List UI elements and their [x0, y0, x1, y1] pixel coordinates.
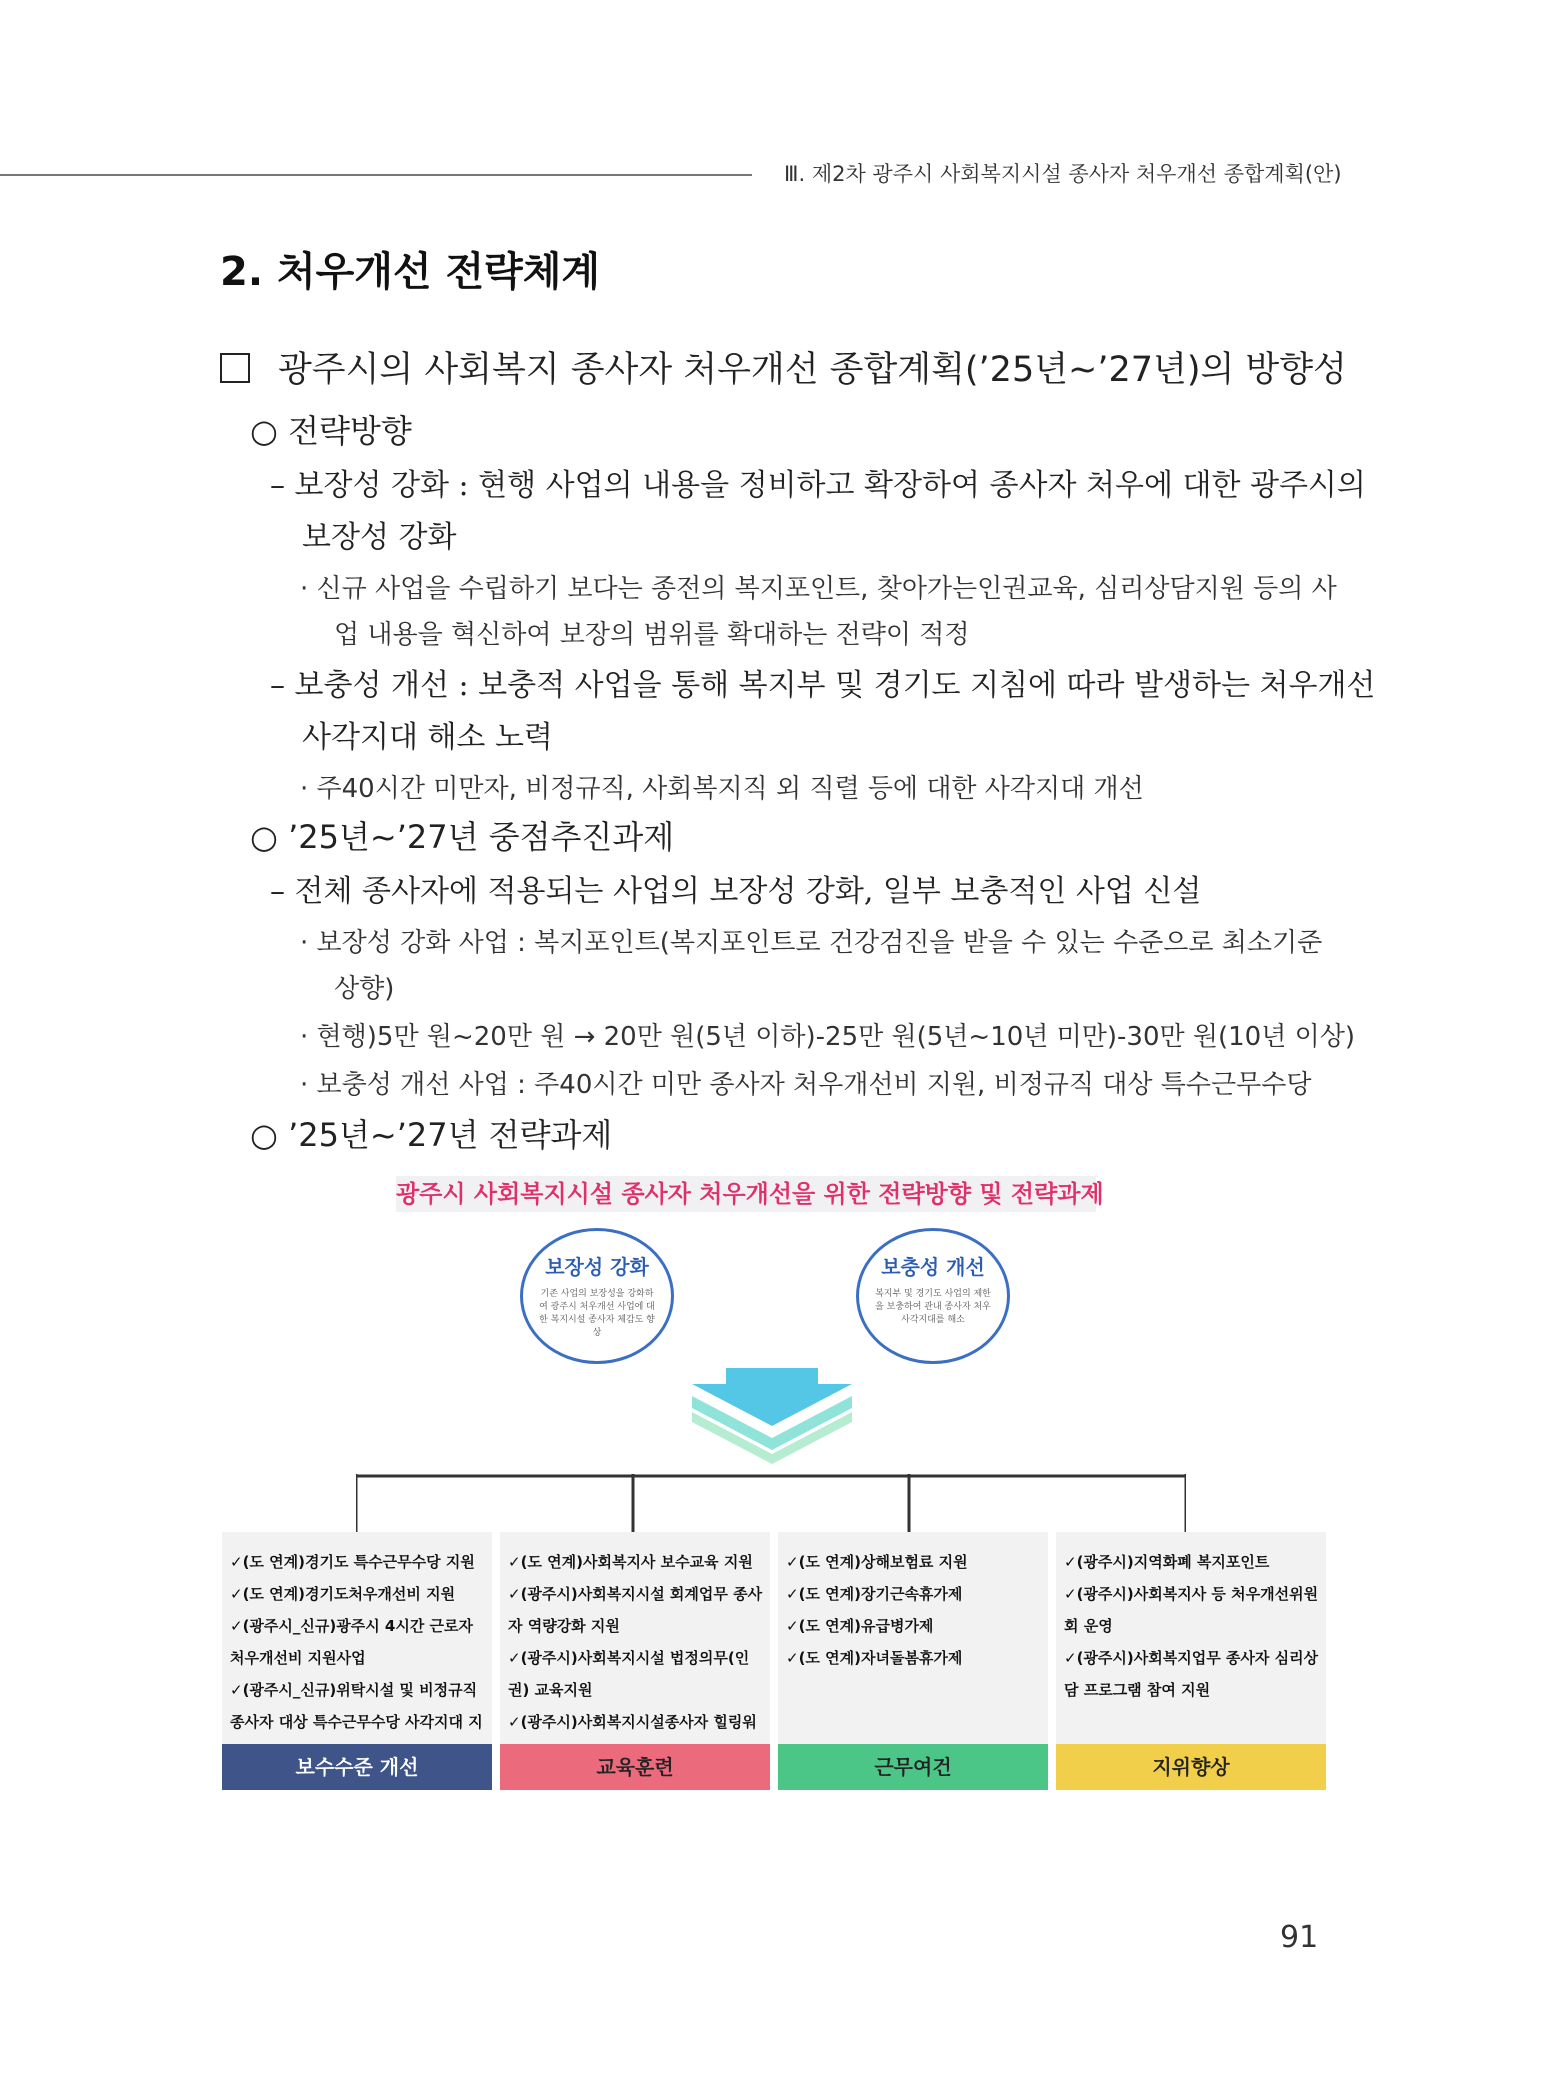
list-item: ✓(광주시_신규)위탁시설 및 비정규직 종사자 대상 특수근무수당 사각지대 지 — [230, 1681, 483, 1731]
dash-item-cont: 보장성 강화 — [302, 520, 457, 555]
circle-supplement — [856, 1228, 1010, 1364]
figure-title: 광주시 사회복지시설 종사자 처우개선을 위한 전략방향 및 전략과제 — [396, 1176, 1096, 1212]
dot-item-cont: 상향) — [334, 974, 395, 1004]
heading-strategic-tasks: ○ ’25년~’27년 전략과제 — [250, 1116, 613, 1154]
dot-item: · 현행)5만 원~20만 원 → 20만 원(5년 이하)-25만 원(5년~10년 미만)-30만 원(10년 이상) — [300, 1022, 1355, 1052]
circle-coverage — [520, 1228, 674, 1364]
category-items — [1064, 1546, 1324, 1706]
category-label: 교육훈련 — [500, 1744, 770, 1790]
category-items — [508, 1546, 768, 1770]
list-item: ✓(광주시)사회복지시설 회계업무 종사자 역량강화 지원 — [508, 1585, 763, 1635]
category-label: 지위향상 — [1056, 1744, 1326, 1790]
list-item: ✓(광주시)사회복지사 등 처우개선위원회 운영 — [1064, 1585, 1319, 1635]
category-items — [786, 1546, 1046, 1674]
circle-title: 보장성 강화 — [545, 1255, 649, 1279]
heading-strategy-direction: ○ 전략방향 — [250, 412, 412, 450]
subtitle — [220, 342, 1347, 392]
dot-item: · 보충성 개선 사업 : 주40시간 미만 종사자 처우개선비 지원, 비정규직 대상 특수근무수당 — [300, 1070, 1312, 1100]
category-conditions — [778, 1532, 1048, 1790]
list-item: ✓(도 연계)자녀돌봄휴가제 — [786, 1649, 963, 1667]
running-header: Ⅲ. 제2차 광주시 사회복지시설 종사자 처우개선 종합계획(안) — [784, 162, 1342, 186]
dash-item-cont: 사각지대 해소 노력 — [302, 720, 553, 755]
list-item: ✓(도 연계)사회복지사 보수교육 지원 — [508, 1553, 753, 1571]
category-items — [230, 1546, 490, 1770]
list-item: ✓(도 연계)장기근속휴가제 — [786, 1585, 963, 1603]
dot-item-cont: 업 내용을 혁신하여 보장의 범위를 확대하는 전략이 적정 — [334, 620, 970, 650]
header-rule — [0, 174, 752, 176]
page-number: 91 — [1280, 1920, 1319, 1955]
subtitle-text: 광주시의 사회복지 종사자 처우개선 종합계획(’25년~’27년)의 방향성 — [278, 350, 1347, 390]
category-pay — [222, 1532, 492, 1790]
category-training — [500, 1532, 770, 1790]
dash-item: – 전체 종사자에 적용되는 사업의 보장성 강화, 일부 보충적인 사업 신설 — [270, 874, 1202, 909]
dot-item: · 신규 사업을 수립하기 보다는 종전의 복지포인트, 찾아가는인권교육, 심리상담지원 등의 사 — [300, 574, 1337, 604]
circle-desc: 기존 사업의 보장성을 강화하여 광주시 처우개선 사업에 대한 복지시설 종사자 체감도 향상 — [539, 1289, 655, 1338]
down-arrow-icon — [692, 1368, 852, 1468]
circle-desc: 복지부 및 경기도 사업의 제한을 보충하여 관내 종사자 처우 사각지대를 해소 — [875, 1289, 991, 1325]
category-label: 보수수준 개선 — [222, 1744, 492, 1790]
circle-title: 보충성 개선 — [881, 1255, 985, 1279]
category-status — [1056, 1532, 1326, 1790]
list-item: ✓(광주시)사회복지시설 법정의무(인권) 교육지원 — [508, 1649, 750, 1699]
list-item: ✓(광주시_신규)광주시 4시간 근로자 처우개선비 지원사업 — [230, 1617, 474, 1667]
dot-item: · 보장성 강화 사업 : 복지포인트(복지포인트로 건강검진을 받을 수 있는 수준으로 최소기준 — [300, 928, 1323, 958]
tree-connector — [356, 1474, 1186, 1534]
strategy-figure — [220, 1176, 1324, 1796]
list-item: ✓(도 연계)상해보험료 지원 — [786, 1553, 968, 1571]
list-item: ✓(광주시)사회복지시설종사자 힐링워 — [508, 1713, 757, 1731]
category-label: 근무여건 — [778, 1744, 1048, 1790]
list-item: ✓(도 연계)유급병가제 — [786, 1617, 934, 1635]
list-item: ✓(광주시)사회복지업무 종사자 심리상담 프로그램 참여 지원 — [1064, 1649, 1319, 1699]
list-item: ✓(도 연계)경기도처우개선비 지원 — [230, 1585, 456, 1603]
heading-key-tasks: ○ ’25년~’27년 중점추진과제 — [250, 818, 675, 856]
list-item: ✓(도 연계)경기도 특수근무수당 지원 — [230, 1553, 475, 1571]
list-item: ✓(광주시)지역화폐 복지포인트 — [1064, 1553, 1270, 1571]
dash-item: – 보장성 강화 : 현행 사업의 내용을 정비하고 확장하여 종사자 처우에 대한 광주시의 — [270, 468, 1366, 503]
dot-item: · 주40시간 미만자, 비정규직, 사회복지직 외 직렬 등에 대한 사각지대 개선 — [300, 774, 1144, 804]
checkbox-square-icon — [220, 353, 250, 383]
dash-item: – 보충성 개선 : 보충적 사업을 통해 복지부 및 경기도 지침에 따라 발생하는 처우개선 — [270, 668, 1376, 703]
section-title: 2. 처우개선 전략체계 — [220, 249, 600, 295]
